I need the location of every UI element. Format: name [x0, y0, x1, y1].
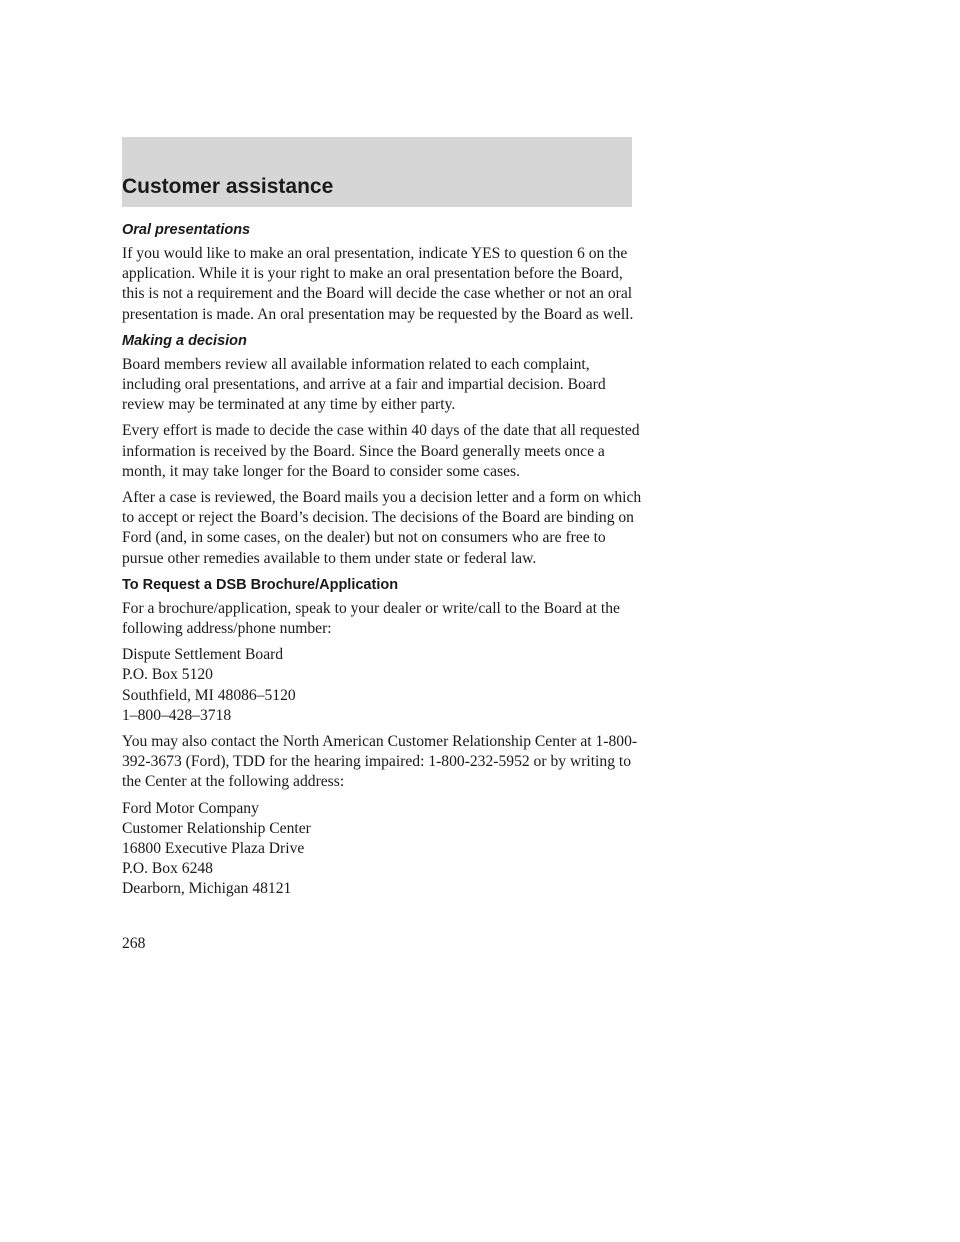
heading-oral-presentations: Oral presentations — [122, 222, 251, 238]
address-line: Ford Motor Company — [122, 799, 259, 817]
address-line: Southfield, MI 48086–5120 — [122, 686, 296, 704]
paragraph-decision-3: After a case is reviewed, the Board mails you a decision letter and a form on which to accept or reject the Board’s decision. The decisions of the Board are binding on Ford (and, in some cases, on the dealer) but not on consumers who are free to pursue other remedies available to them under state or federal law. — [122, 489, 642, 567]
page-number: 268 — [122, 935, 146, 952]
ford-address-block — [122, 799, 642, 900]
paragraph-oral-presentations: If you would like to make an oral presentation, indicate YES to question 6 on the application. While it is your right to make an oral presentation before the Board, this is not a requirement and the Board will decide the case whether or not an oral presentation is made. An oral presentation may be requested by the Board as well. — [122, 245, 634, 323]
address-line: Dearborn, Michigan 48121 — [122, 880, 292, 898]
heading-request-brochure: To Request a DSB Brochure/Application — [122, 576, 399, 593]
paragraph-decision-1: Board members review all available information related to each complaint, including oral presentations, and arrive at a fair and impartial decision. Board review may be terminated at any time by either party. — [122, 355, 606, 414]
address-line: P.O. Box 6248 — [122, 860, 213, 878]
heading-making-a-decision: Making a decision — [122, 332, 247, 349]
paragraph-decision-2: Every effort is made to decide the case within 40 days of the date that all requested information is received by the Board. Since the Board generally meets once a month, it may take longer for the Board to consider some cases. — [122, 422, 640, 480]
main-content — [122, 220, 642, 906]
address-line: P.O. Box 5120 — [122, 666, 213, 684]
paragraph-request-2: You may also contact the North American Customer Relationship Center at 1-800-392-3673 (Ford), TDD for the hearing impaired: 1-800-232-5952 or by writing to the Center at the following address: — [122, 733, 638, 791]
address-line: Dispute Settlement Board — [122, 646, 284, 664]
address-line: 16800 Executive Plaza Drive — [122, 840, 305, 858]
paragraph-request-1: For a brochure/application, speak to your dealer or write/call to the Board at the following address/phone number: — [122, 599, 620, 638]
address-line: Customer Relationship Center — [122, 819, 311, 837]
dsb-address-block — [122, 645, 642, 726]
page-title: Customer assistance — [122, 175, 334, 198]
phone-number: 1–800–428–3718 — [122, 706, 232, 724]
